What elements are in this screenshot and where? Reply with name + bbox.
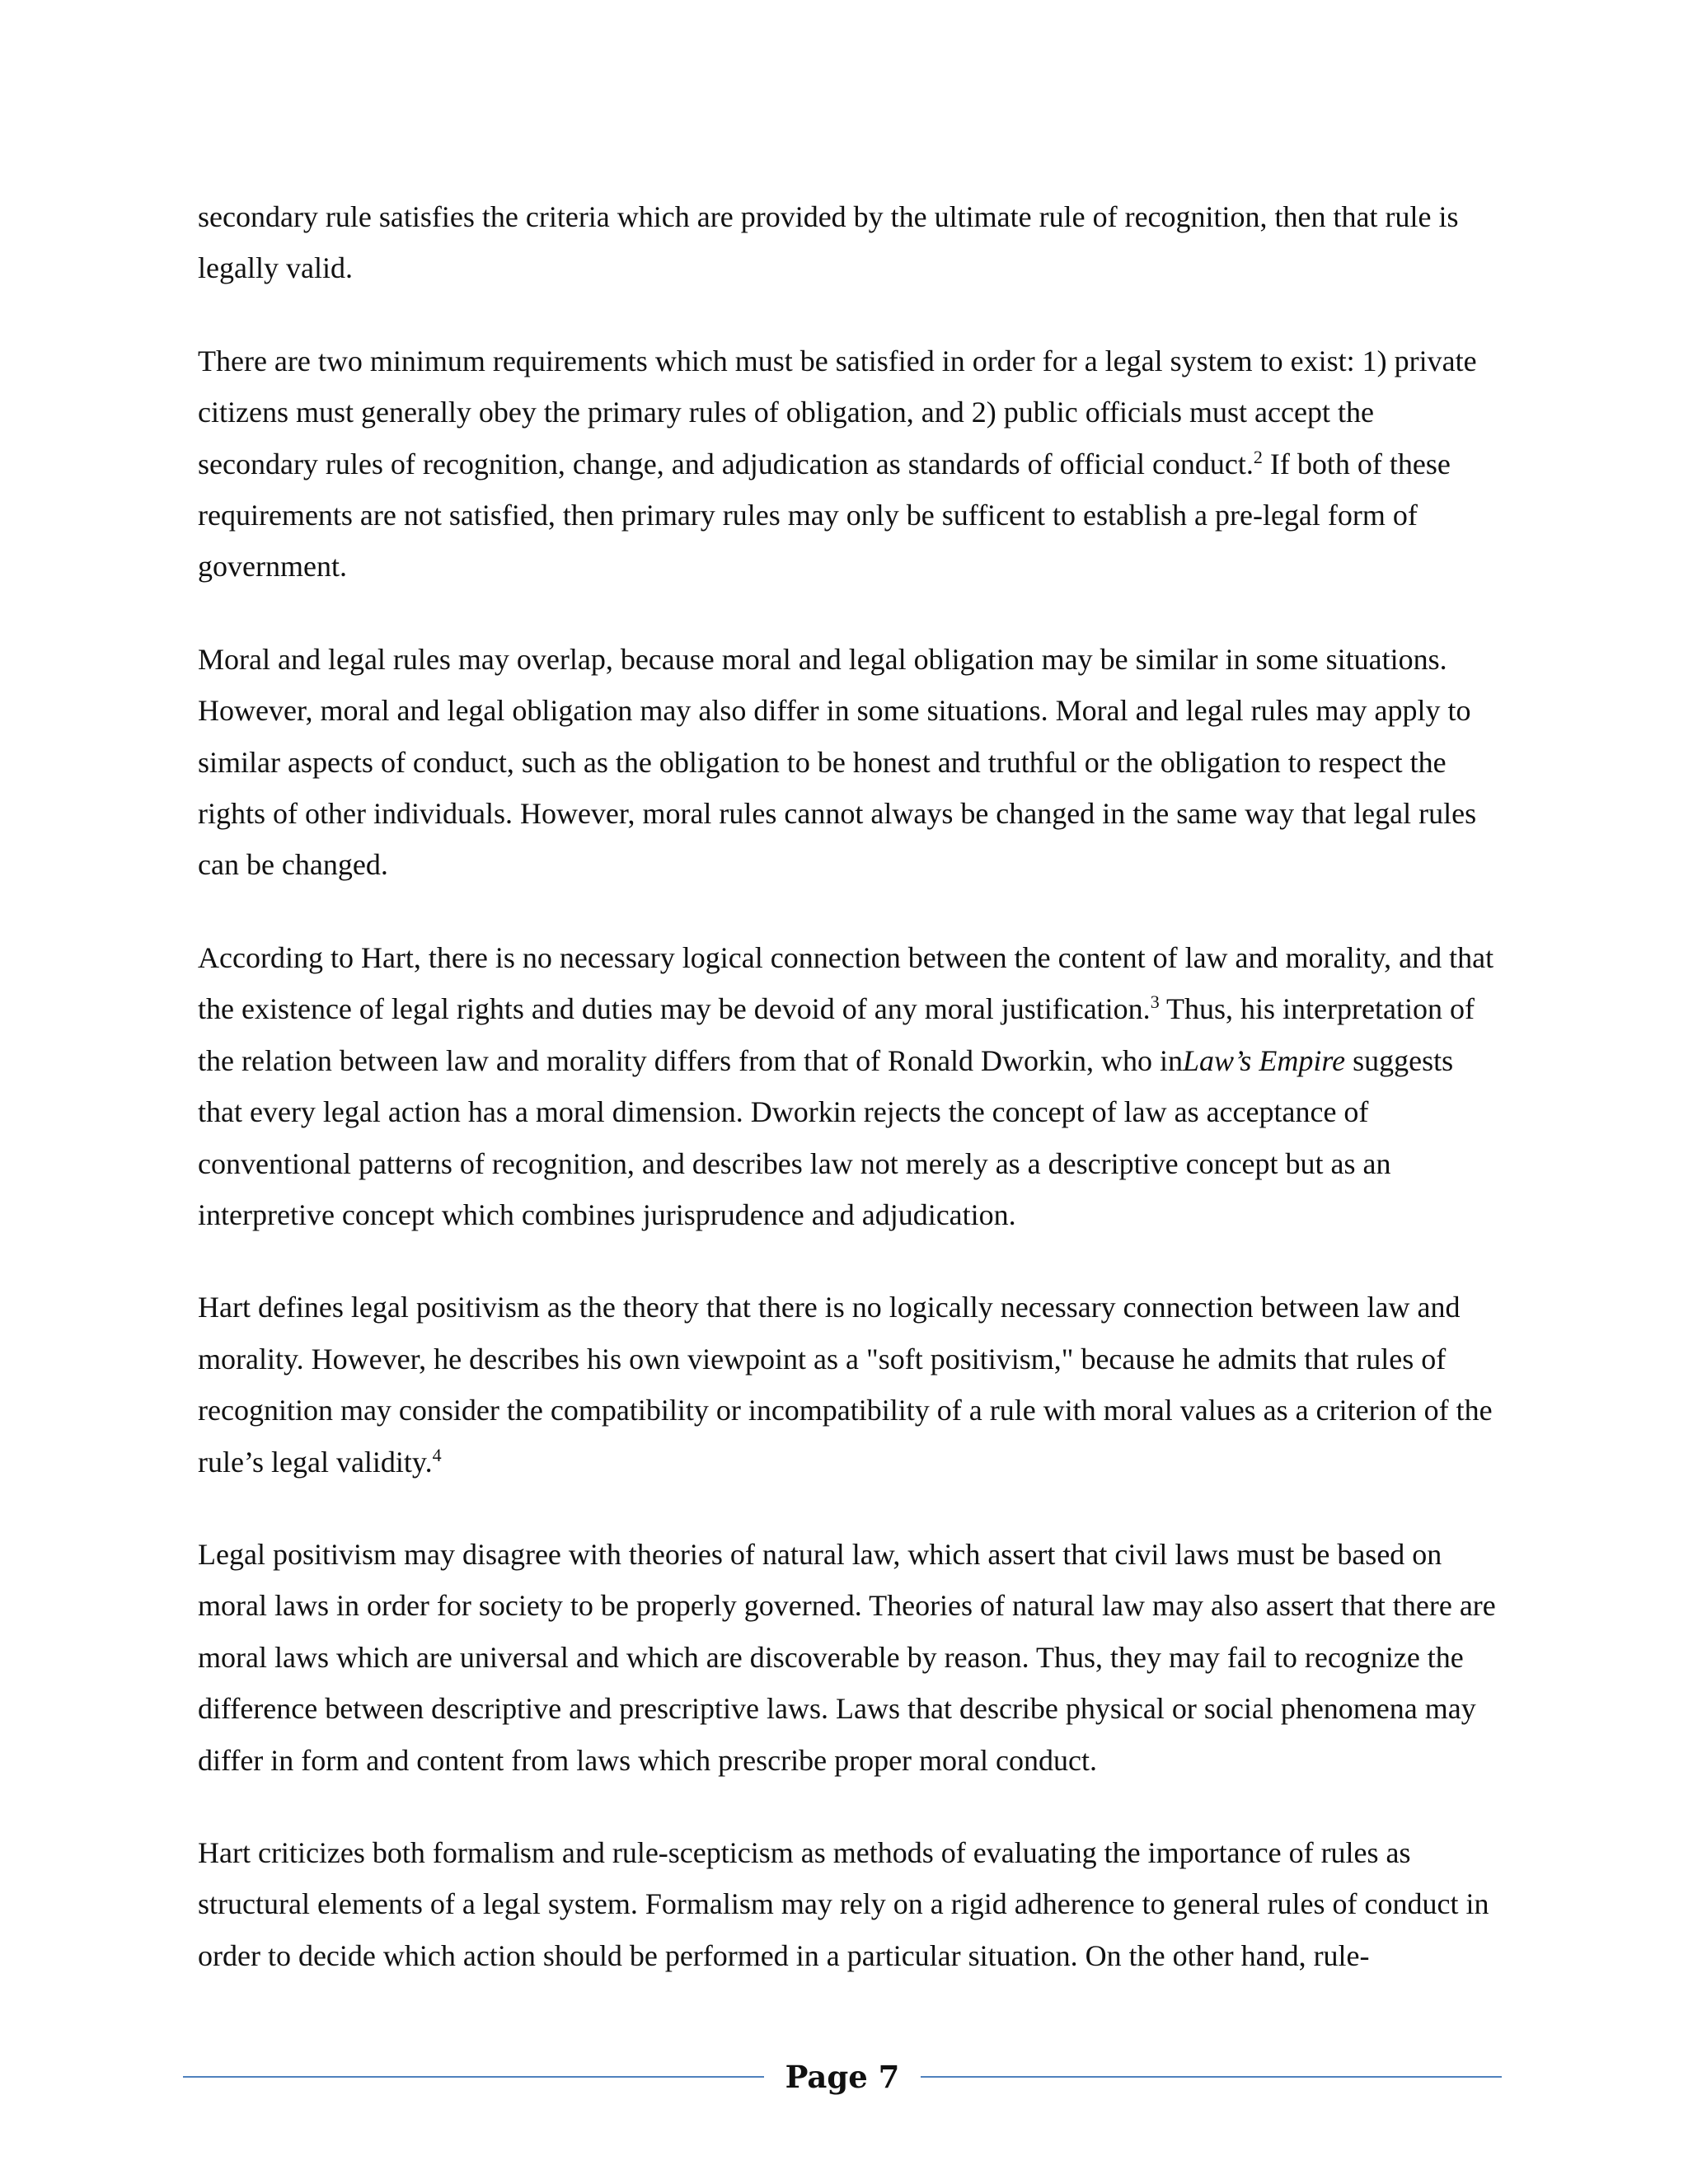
paragraph-text: Moral and legal rules may overlap, because moral and legal obligation may be similar in some situations. However, moral and legal obligation may also differ in some situations. Moral and legal rules may apply to similar aspects of conduct, such as the obligation to be honest and truthful or the obligation to respect the rights of other individuals. However, moral rules cannot always be changed in the same way that legal rules can be changed. — [198, 642, 1477, 882]
paragraph-text: Legal positivism may disagree with theories of natural law, which assert that civil laws must be based on moral laws in order for society to be properly governed. Theories of natural law may also assert that there are moral laws which are universal and which are discoverable by reason. Thus, they may fail to recognize the difference between descriptive and prescriptive laws. Laws that describe physical or social phenomena may differ in form and content from laws which prescribe proper moral conduct. — [198, 1537, 1496, 1777]
page-number: Page 7 — [785, 2059, 900, 2095]
paragraph-text: If both of these requirements are not satisfied, then primary rules may only be sufficent to establish a pre-legal form of government. — [198, 447, 1451, 583]
paragraph-3 — [198, 634, 1500, 891]
paragraph-1 — [198, 191, 1500, 294]
paragraph-text: Hart criticizes both formalism and rule-scepticism as methods of evaluating the importance of rules as structural elements of a legal system. Formalism may rely on a rigid adherence to general rules of conduct in order to decide which action should be performed in a particular situation. On the other hand, rule- — [198, 1835, 1489, 1972]
paragraph-text: There are two minimum requirements which must be satisfied in order for a legal system to exist: 1) private citizens must generally obey the primary rules of obligation, and 2) public officials must accept the secondary rules of recognition, change, and adjudication as standards of official conduct. — [198, 344, 1477, 480]
footnote-marker: 3 — [1150, 991, 1160, 1013]
paragraph-text: Thus, his interpretation of the relation between law and morality differs from that of Ronald Dworkin, who in — [198, 992, 1475, 1077]
paragraph-6 — [198, 1529, 1500, 1786]
footer-right-rule — [921, 2076, 1502, 2078]
footnote-marker: 4 — [432, 1444, 442, 1465]
footnote-marker: 2 — [1253, 446, 1263, 467]
book-title: Law’s Empire — [1183, 1043, 1346, 1077]
footer-left-rule — [183, 2076, 764, 2078]
paragraph-text: Hart defines legal positivism as the theory that there is no logically necessary connection between law and morality. However, he describes his own viewpoint as a "soft positivism," because he admits that rules of recognition may consider the compatibility or incompatibility of a rule with moral values as a criterion of the rule’s legal validity. — [198, 1291, 1493, 1479]
paragraph-text: secondary rule satisfies the criteria which are provided by the ultimate rule of recognition, then that rule is legally valid. — [198, 200, 1459, 285]
paragraph-text: suggests that every legal action has a moral dimension. Dworkin rejects the concept of law as acceptance of conventional patterns of recognition, and describes law not merely as a descriptive concept but as an interpretive concept which combines jurisprudence and adjudication. — [198, 1043, 1454, 1231]
paragraph-7 — [198, 1827, 1500, 1981]
paragraph-5 — [198, 1282, 1500, 1488]
paragraph-2 — [198, 335, 1500, 593]
paragraph-4 — [198, 932, 1500, 1240]
document-body — [198, 191, 1500, 2022]
page-footer — [183, 2052, 1502, 2102]
paragraph-text: According to Hart, there is no necessary logical connection between the content of law and morality, and that the existence of legal rights and duties may be devoid of any moral justification. — [198, 940, 1494, 1026]
